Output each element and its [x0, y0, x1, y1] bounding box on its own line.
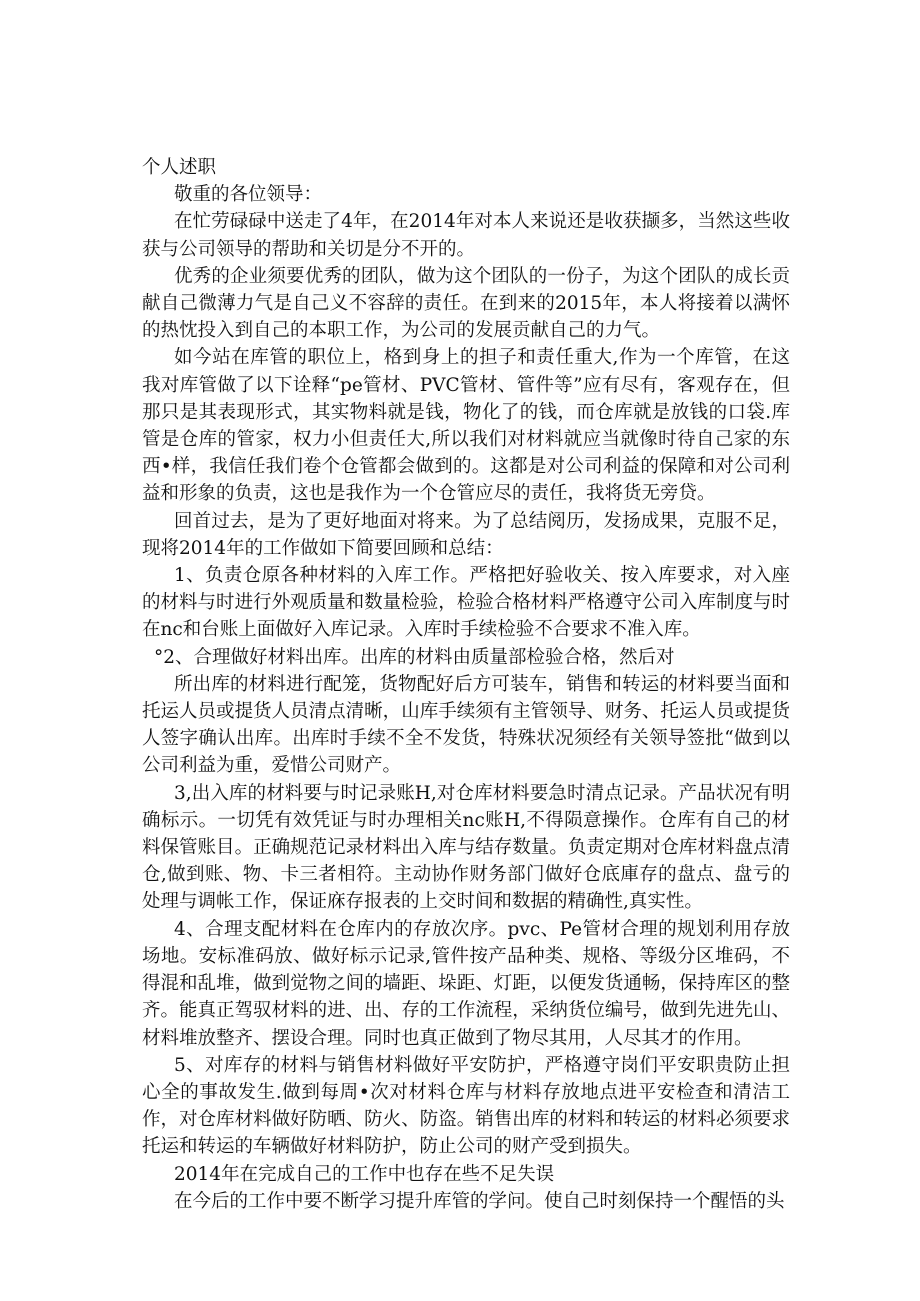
- paragraph-team: 优秀的企业须要优秀的团队，做为这个团队的一份子，为这个团队的成长贡献自己微薄力气是自己义不容辞的责任。在到来的2015年，本人将接着以满怀的热忱投入到自己的本职工作，为公司的发展贡献自己的力气。: [142, 265, 790, 342]
- paragraph-future: 在今后的工作中要不断学习提升库管的学问。使自己时刻保持一个醒悟的头: [174, 1190, 785, 1212]
- paragraph-item-2-heading: °2、合理做好材料出库。出库的材料由质量部检验合格，然后对: [154, 646, 675, 668]
- paragraph-item-2-body: 所出库的材料进行配笼，货物配好后方可装车，销售和转运的材料要当面和托运人员或提货人员清点清晰，山库手续须有主管领导、财务、托运人员或提货人签字确认出库。出库时手续不全不发货，特殊状况须经有关领导签批“做到以公司利益为重，爱惜公司财产。: [142, 673, 790, 777]
- paragraph-item-1: 1、负责仓原各种材料的入库工作。严格把好验收关、按入库要求，对入座的材料与时进行外观质量和数量检验，检验合格材料严格遵守公司入库制度与时在nc和台账上面做好入库记录。入库时手续检验不合要求不准入库。: [142, 565, 790, 641]
- document-body: [142, 154, 790, 1215]
- salutation: 敬重的各位领导：: [174, 184, 323, 206]
- paragraph-item-4: 4、合理支配材料在仓库内的存放次序。pvc、Pe管材合理的规划利用存放场地。安标准码放、做好标示记录,管件按产品种类、规格、等级分区堆码，不得混和乱堆，做到觉物之间的墙距、垛距、灯距，以便发货通畅，保持库区的整齐。能真正驾驭材料的进、出、存的工作流程，采纳货位编号，做到先进先山、材料堆放整齐、摆设合理。同时也真正做到了物尽其用，人尽其才的作用。: [142, 918, 790, 1049]
- document-title: 个人述职: [142, 157, 217, 178]
- paragraph-role: 如今站在库管的职位上，格到身上的担子和责任重大,作为一个库管，在这我对库管做了以下诠释“pe管材、PVC管材、管件等”应有尽有，客观存在，但那只是其表现形式，其实物料就是钱，物化了的钱，而仓库就是放钱的口袋.库管是仓库的管家，权力小但责任大,所以我们对材料就应当就像时待自己家的东西•样，我信任我们卷个仓管都会做到的。这都是对公司利益的保障和对公司利益和形象的负责，这也是我作为一个仓管应尽的责任，我将货无旁贷。: [142, 347, 790, 505]
- paragraph-item-3: 3,出入库的材料要与时记录账H,对仓库材料要急时清点记录。产品状况有明确标示。一切凭有效凭证与时办理相关nc账H,不得陨意操作。仓库有自己的材料保管账目。正确规范记录材料出入库与结存数量。负责定期对仓库材料盘点清仓,做到账、物、卡三者相符。主动协作财务部门做好仓底庫存的盘点、盘亏的处理与调帐工作，保证庥存报表的上交时间和数据的精确性,真实性。: [142, 782, 790, 913]
- paragraph-item-5: 5、对库存的材料与销售材料做好平安防护，严格遵守岗们平安职贵防止担心全的事故发生.做到每周•次对材料仓库与材料存放地点进平安检查和清洁工作，对仓库材料做好防晒、防火、防盗。销售出库的材料和转运的材料必须要求托运和转运的车辆做好材料防护，防止公司的财产受到损失。: [142, 1054, 790, 1158]
- paragraph-shortcomings: 2014年在完成自己的工作中也存在些不足失误: [174, 1163, 555, 1185]
- paragraph-intro: 在忙劳碌碌中送走了4年，在2014年对本人来说还是收获撷多，当然这些收获与公司领导的帮助和关切是分不开的。: [142, 211, 790, 260]
- paragraph-review: 回首过去，是为了更好地面对将来。为了总结阅历，发扬成果，克服不足，现将2014年的工作做如下简要回顾和总结：: [142, 510, 790, 559]
